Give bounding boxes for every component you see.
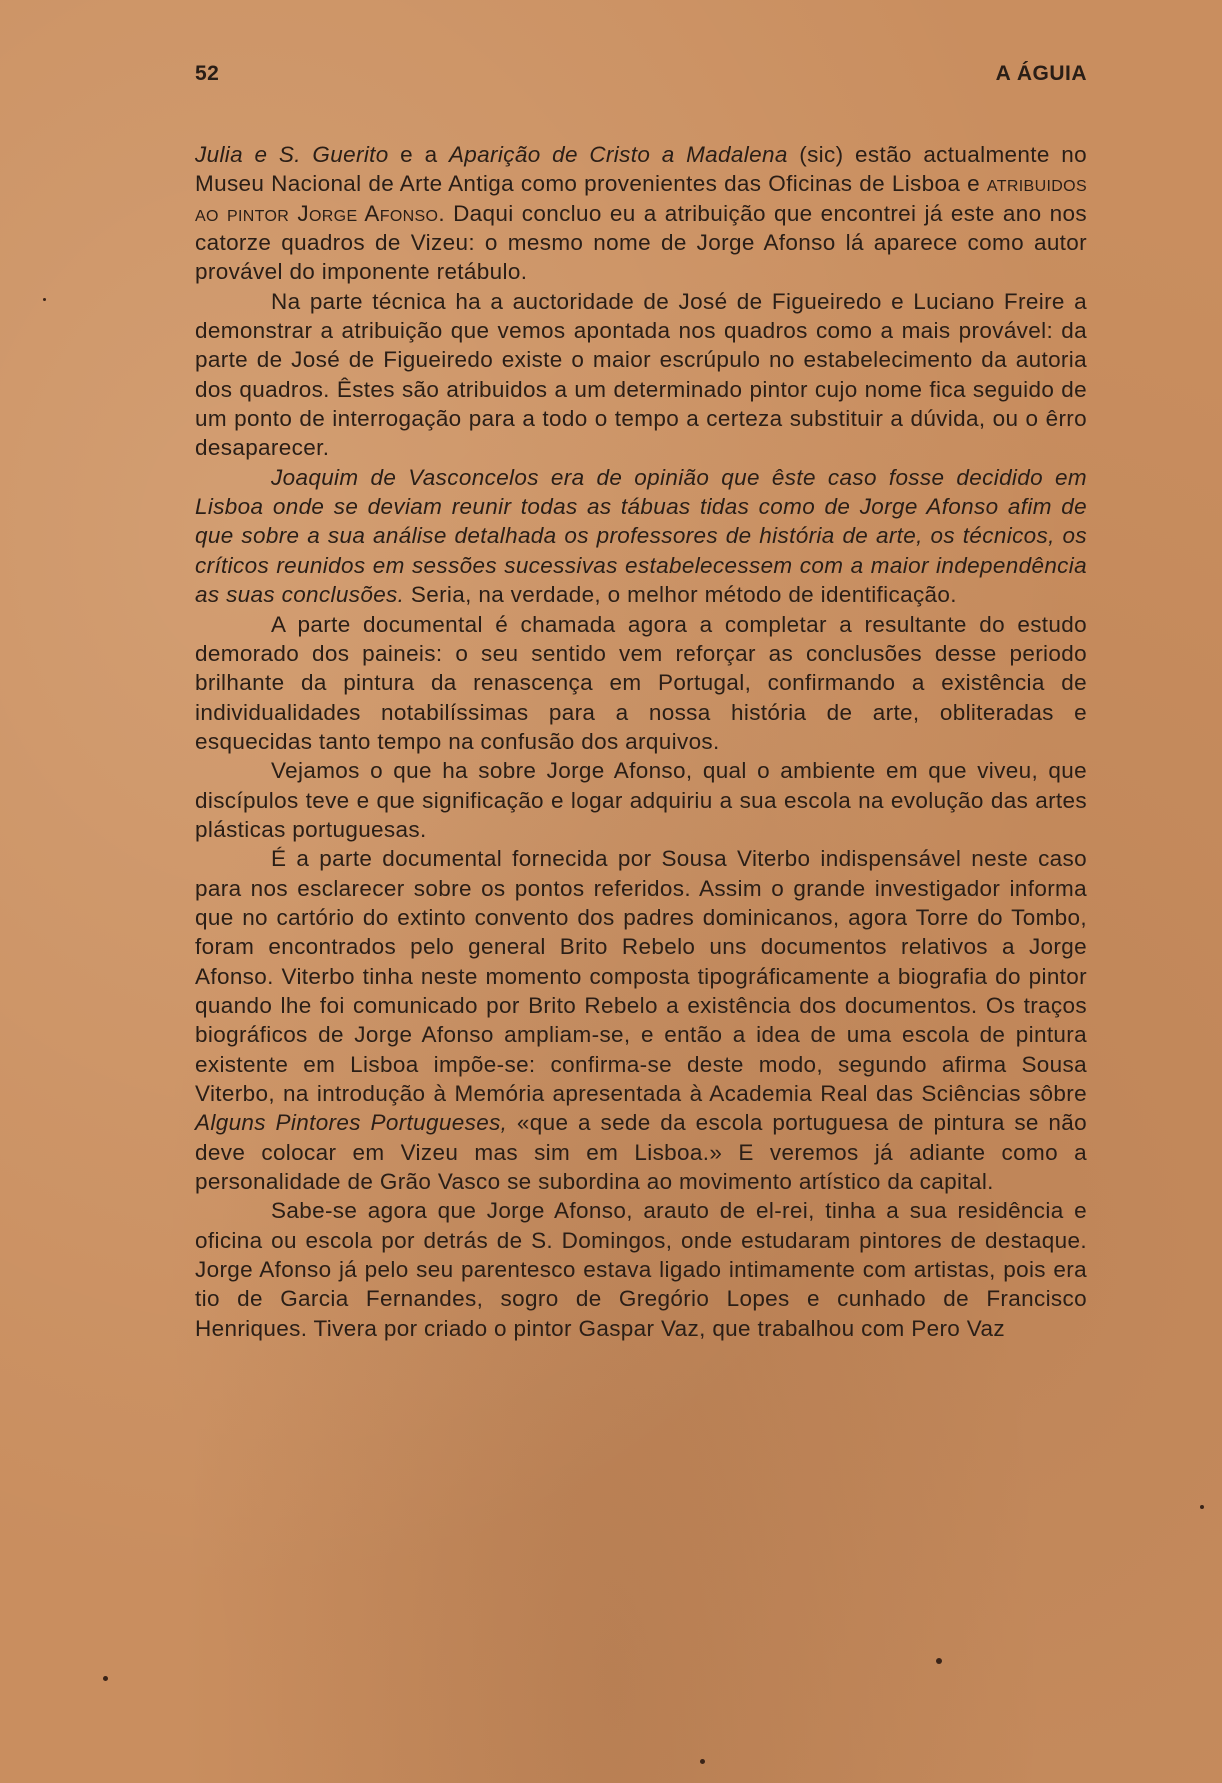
paper-speck — [936, 1658, 942, 1664]
paragraph-2: Na parte técnica ha a auctoridade de José de Figueiredo e Luciano Freire a demonstrar a atribuição que vemos apontada nos quadros como a mais provável: da parte de José de Figueiredo existe o maior escrúpulo no estabelecimento da autoria dos quadros. Êstes são atribuidos a um determinado pintor cujo nome fica seguido de um ponto de interrogação para a todo o tempo a certeza substituir a dúvida, ou o êrro desaparecer. — [195, 288, 1087, 461]
page — [195, 62, 1087, 1343]
text-run: Daqui concluo eu a atribuição que encontrei já este ano nos catorze quadros de Vizeu: o mesmo nome de Jorge Afonso lá aparece como autor provável do imponente retábulo. — [195, 200, 1087, 285]
paragraph-4: A parte documental é chamada agora a completar a resultante do estudo demorado dos paineis: o seu sentido vem reforçar as conclusões desse periodo brilhante da pintura da renascença em Portugal, confirmando a existência de individualidades notabilíssimas para a nossa história de arte, obliteradas e esquecidas tanto tempo na confusão dos arquivos. — [195, 611, 1087, 754]
page-number: 52 — [195, 62, 220, 85]
italic-text: Aparição de Cristo a Madalena — [448, 142, 788, 167]
text-run: e a — [388, 142, 449, 167]
paragraph-1 — [195, 140, 1087, 287]
paragraph-7: Sabe-se agora que Jorge Afonso, arauto de el-rei, tinha a sua residência e oficina ou escola por detrás de S. Domingos, onde estudaram pintores de destaque. Jorge Afonso já pelo seu parentesco estava ligado intimamente com artistas, pois era tio de Garcia Fernandes, sogro de Gregório Lopes e cunhado de Francisco Henriques. Tivera por criado o pintor Gaspar Vaz, que trabalhou com Pero Vaz — [195, 1198, 1087, 1341]
paragraph-5: Vejamos o que ha sobre Jorge Afonso, qual o ambiente em que viveu, que discípulos teve e que significação e logar adquiriu a sua escola na evolução das artes plásticas portuguesas. — [195, 758, 1087, 842]
text-run: «que a sede da escola portuguesa de pintura se não deve colocar em Vizeu mas sim em Lisboa.» E veremos já adiante como a personalidade de Grão Vasco se subordina ao movimento artístico da capital. — [195, 1110, 1088, 1195]
paper-speck — [1200, 1505, 1204, 1509]
paragraph-6 — [195, 844, 1087, 1196]
running-head — [195, 62, 1087, 86]
article-body — [195, 140, 1087, 1343]
journal-title: A ÁGUIA — [995, 62, 1087, 85]
italic-text: Joaquim de Vasconcelos era de opinião que êste caso fosse decidido em Lisboa onde se deviam reunir todas as tábuas tidas como de Jorge Afonso afim de que sobre a sua análise detalhada os professores de história de arte, os técnicos, os críticos reunidos em sessões sucessivas estabelecessem com a maior independência as suas conclusões. — [195, 464, 1087, 608]
text-run: É a parte documental fornecida por Sousa Viterbo indispensável neste caso para nos esclarecer sobre os pontos referidos. Assim o grande investigador informa que no cartório do extinto convento dos padres dominicanos, agora Torre do Tombo, foram encontrados pelo general Brito Rebelo uns documentos relativos a Jorge Afonso. Viterbo tinha neste momento composta tipográficamente a biografia do pintor quando lhe foi comunicado por Brito Rebelo a existência dos documentos. Os traços biográficos de Jorge Afonso ampliam-se, e então a idea de uma escola de pintura existente em Lisboa impõe-se: confirma-se deste modo, segundo afirma Sousa Viterbo, na introdução à Memória apresentada à Academia Real das Sciências sôbre — [195, 846, 1087, 1106]
paragraph-3 — [195, 463, 1087, 610]
text-run: Seria, na verdade, o melhor método de identificação. — [404, 582, 957, 608]
small-caps-text: atribuidos ao pintor Jorge Afonso. — [195, 171, 1087, 226]
text-run: (sic) estão actualmente no Museu Nacional de Arte Antiga como provenientes das Oficinas de Lisboa e — [195, 142, 1087, 197]
italic-text: Alguns Pintores Portugueses, — [195, 1110, 508, 1136]
italic-text: Julia e S. Guerito — [195, 142, 389, 167]
paper-speck — [700, 1759, 705, 1764]
paper-speck — [43, 298, 46, 301]
paper-speck — [103, 1676, 108, 1681]
